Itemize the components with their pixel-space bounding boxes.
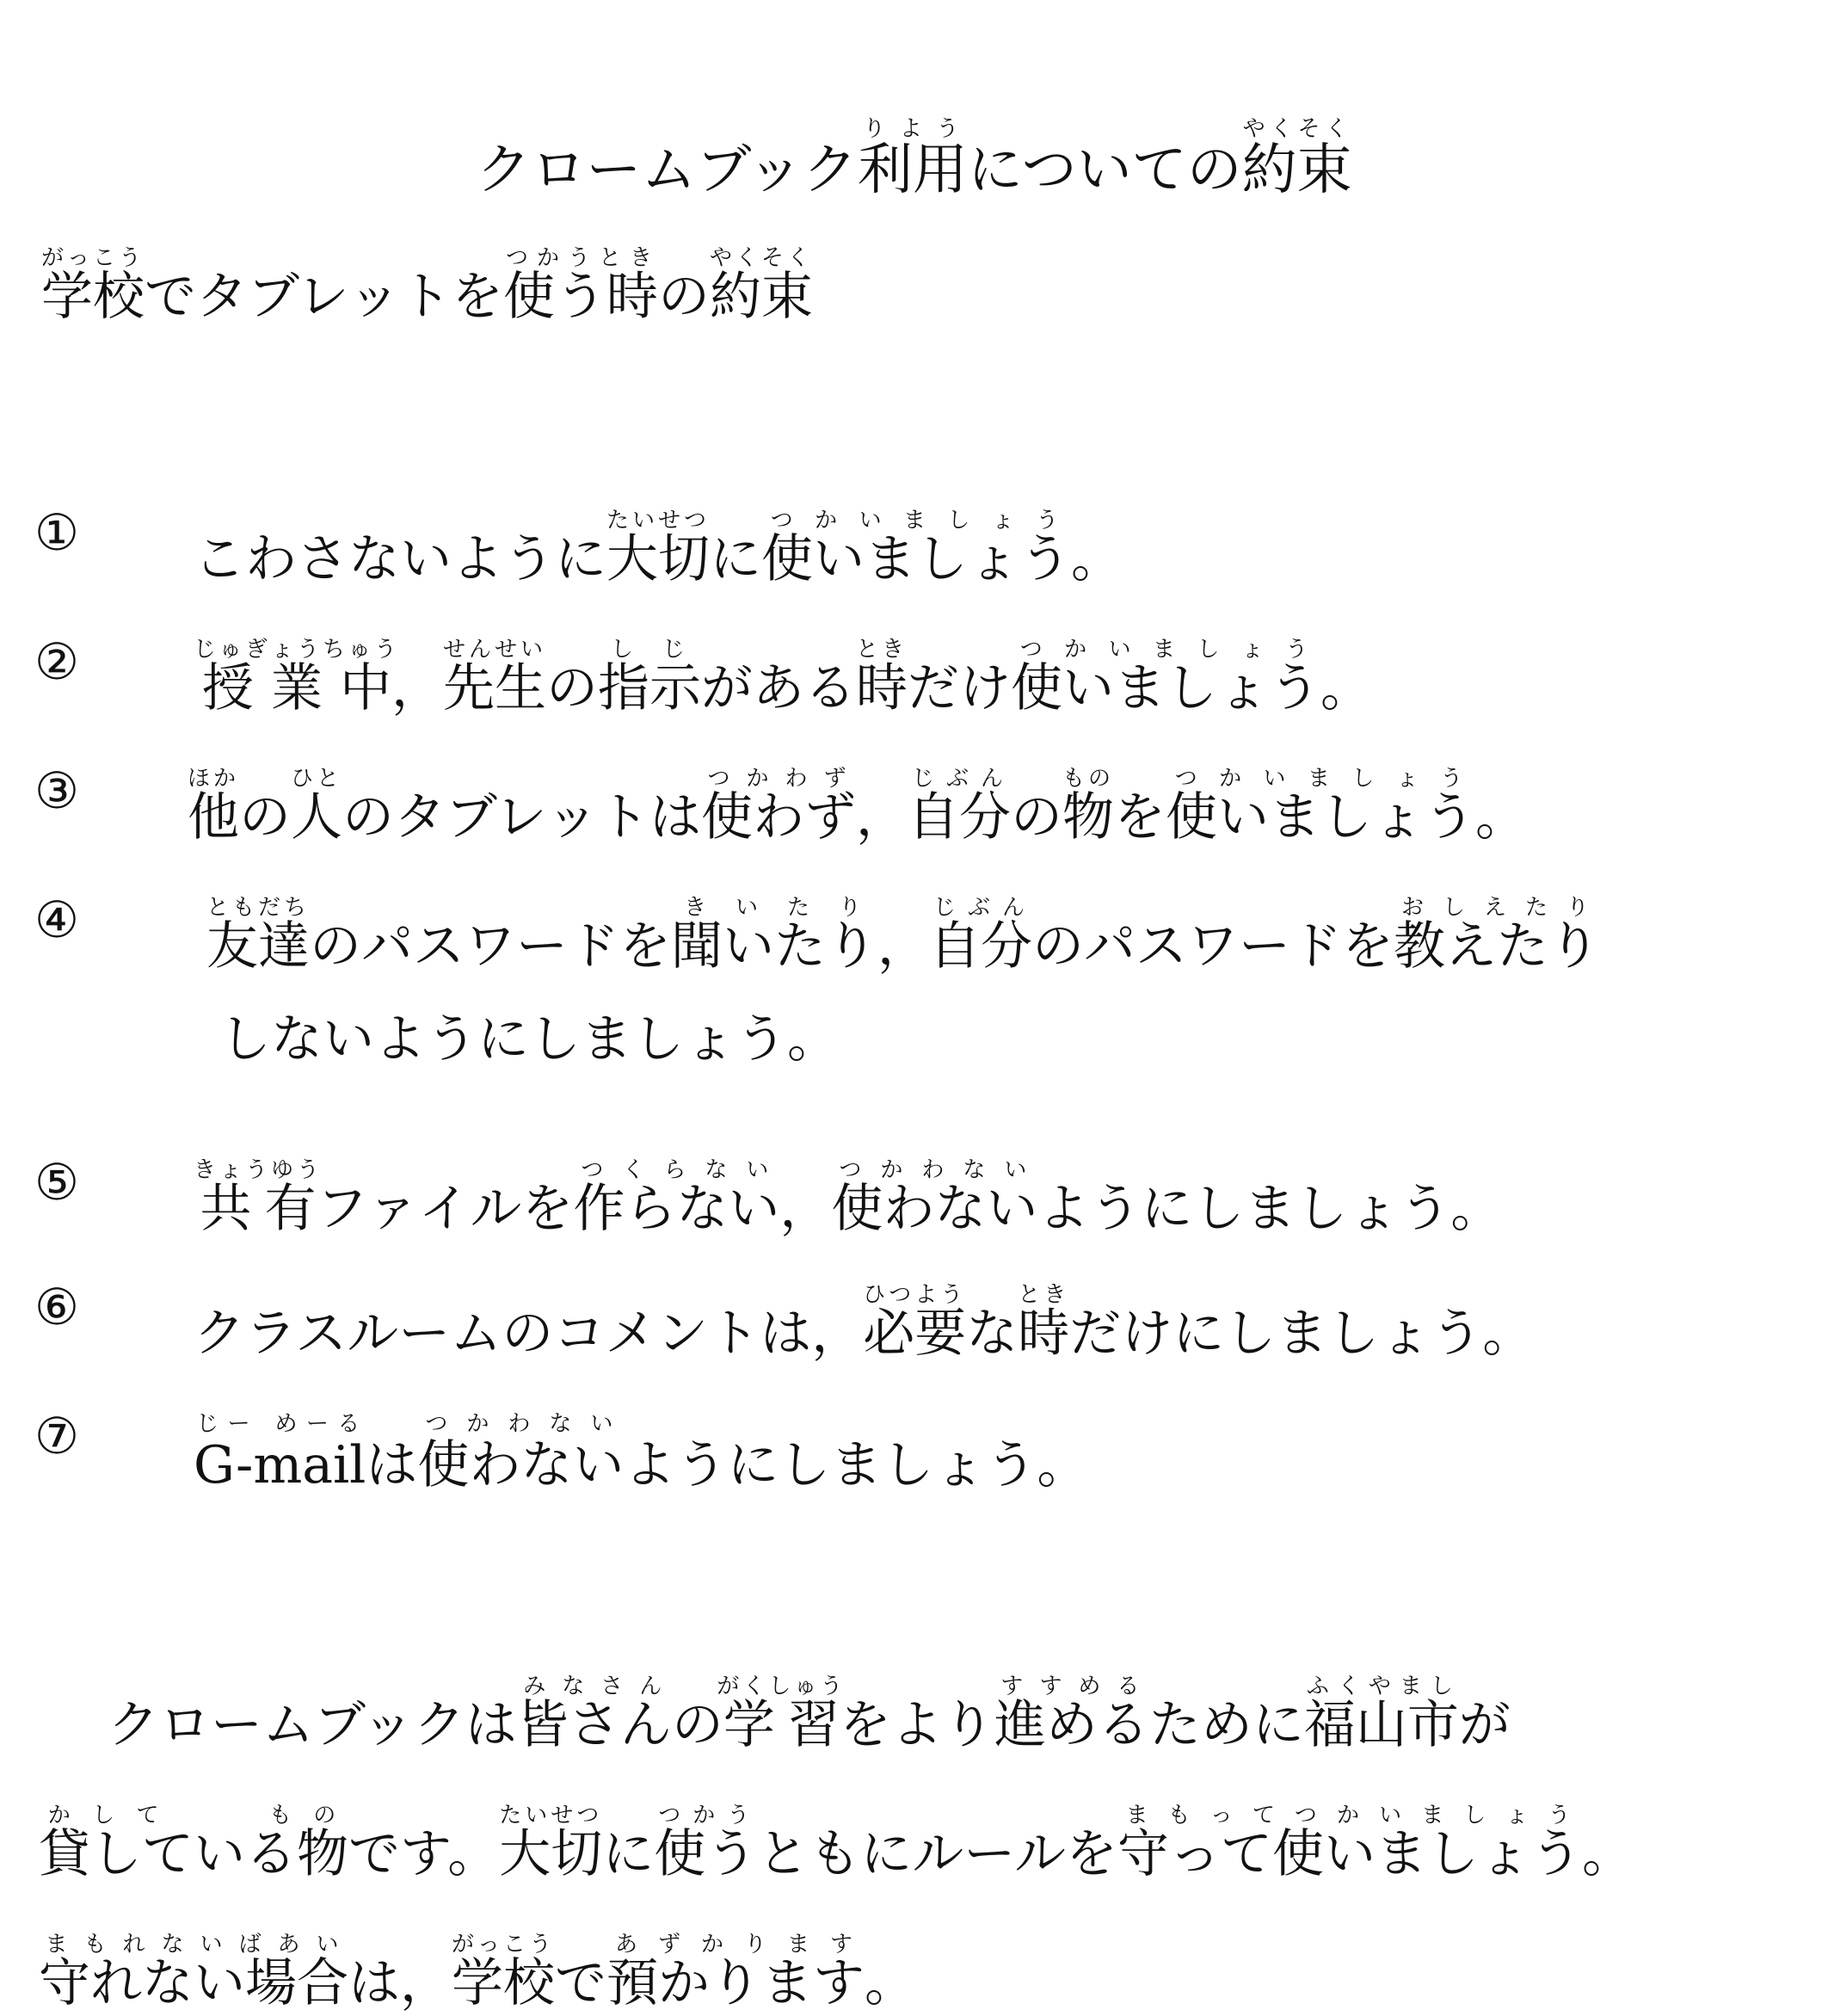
rule-5: 共有きょうゆうファイルを作らないつくらない，使わないつかわないようにしましょう。 (194, 1157, 1503, 1239)
furigana: りよう (857, 116, 968, 142)
rule-1: こわさないように大切たいせつに使いましょうつかいましょう。 (194, 508, 1123, 589)
rule-number: ⑥ (34, 1278, 79, 1336)
closing-line-3: 守れない場合まもれないばあいは，学校がっこうで預かりますあずかります。 (39, 1932, 917, 2013)
title-text-1: クロームブック (476, 139, 858, 202)
section-heading: 学校がっこうでタブレットを使う時つかうときの約束やくそく (41, 245, 814, 327)
furigana: やくそく (1241, 116, 1352, 142)
rule-number: ④ (34, 891, 79, 949)
subtitle-ruby-yakusoku: 約束やくそく (710, 245, 814, 327)
rule-number: ⑦ (34, 1407, 79, 1465)
title-ruby-yakusoku: 約束やくそく (1241, 116, 1352, 202)
rule-2: 授業中じゅぎょうちゅう，先生せんせいの指示しじがある時ときだけ使いましょうつかいましょう。 (194, 637, 1373, 718)
rule-4: 友達ともだちのパスワードを聞いたりきいたり，自分じぶんのパスワードを教えたりおしえたり (206, 895, 1601, 977)
rule-4-continuation: しないようにしましょう。 (219, 1009, 839, 1070)
rule-6: クラスルームのコメントは，必要ひつような時ときだけにしましょう。 (194, 1282, 1535, 1364)
closing-line-2: 貸している物かして ものです。大切たいせつに使うつかうともにルールを守って使いましょうまもってつかいましょう。 (39, 1803, 1634, 1884)
title-ruby-riyou: 利用りよう (857, 116, 968, 202)
subtitle-ruby-gakkou: 学校がっこう (41, 245, 145, 327)
subtitle-ruby-tsukautoki: 使う時つかうとき (503, 245, 659, 327)
title-text-2: についての (967, 139, 1242, 202)
page-title (0, 116, 1828, 202)
rule-number: ① (34, 503, 79, 562)
rule-3: 他ほかの人ひとのタブレットは使わずつかわず，自分じぶんの物ものを使いましょうつかいましょう。 (188, 766, 1527, 848)
rule-7: G-mailじー めーるは使わないつかわないようにしましょう。 (194, 1411, 1089, 1495)
rule-number: ⑤ (34, 1153, 79, 1211)
rule-number: ② (34, 632, 79, 691)
rule-number: ③ (34, 761, 79, 820)
closing-line-1: クロームブックは皆さんみなさんの学習がくしゅうをより進めるすすめるために福山市ふくやましが (108, 1674, 1511, 1755)
